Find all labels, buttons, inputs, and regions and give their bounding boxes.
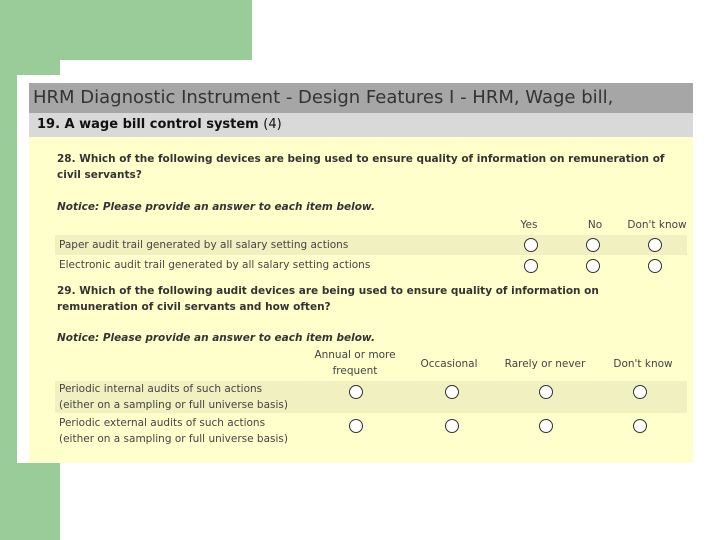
- q29-internal-annual-radio[interactable]: [349, 385, 363, 399]
- q28-row-paper-audit: [55, 235, 687, 255]
- q29-internal-occasional-radio[interactable]: [445, 385, 459, 399]
- q28-column-no: No: [587, 219, 603, 231]
- q29-external-annual-radio[interactable]: [349, 419, 363, 433]
- q29-external-occasional-radio[interactable]: [445, 419, 459, 433]
- q29-column-occasional: Occasional: [420, 358, 478, 370]
- q28-row-label: Electronic audit trail generated by all salary setting actions: [59, 259, 371, 271]
- green-top-band: [0, 0, 252, 60]
- section-header: [29, 113, 693, 137]
- question-28-notice: Notice: Please provide an answer to each item below.: [57, 201, 375, 213]
- q29-row-label: Periodic internal audits of such actions (either on a sampling or full universe basis): [59, 383, 288, 411]
- q28-electronic-yes-radio[interactable]: [524, 259, 538, 273]
- q29-row-label: Periodic external audits of such actions (either on a sampling or full universe basis): [59, 417, 288, 445]
- q28-paper-yes-radio[interactable]: [524, 238, 538, 252]
- q28-column-yes: Yes: [520, 219, 538, 231]
- window-title: HRM Diagnostic Instrument - Design Features I - HRM, Wage bill,: [29, 83, 693, 113]
- q29-internal-rarely-radio[interactable]: [539, 385, 553, 399]
- q28-row-electronic-audit: [55, 255, 687, 275]
- q29-internal-dont-know-radio[interactable]: [633, 385, 647, 399]
- q29-column-annual: Annual or more frequent: [314, 349, 396, 377]
- q29-external-dont-know-radio[interactable]: [633, 419, 647, 433]
- q28-paper-no-radio[interactable]: [586, 238, 600, 252]
- question-29-notice: Notice: Please provide an answer to each item below.: [57, 332, 375, 344]
- q28-row-label: Paper audit trail generated by all salary setting actions: [59, 239, 349, 251]
- q29-column-rarely: Rarely or never: [504, 358, 586, 370]
- q29-row-external-audits: [55, 415, 687, 447]
- question-29-text: 29. Which of the following audit devices are being used to ensure quality of information on remuneration of civil servants and how often?: [57, 285, 599, 313]
- q28-electronic-dont-know-radio[interactable]: [648, 259, 662, 273]
- q29-row-internal-audits: [55, 381, 687, 413]
- q28-column-dont-know: Don't know: [627, 219, 687, 231]
- section-title: 19. A wage bill control system: [37, 117, 259, 132]
- question-28-text: 28. Which of the following devices are being used to ensure quality of information on remuneration of civil servants?: [57, 153, 665, 181]
- q28-electronic-no-radio[interactable]: [586, 259, 600, 273]
- q29-column-dont-know: Don't know: [613, 358, 673, 370]
- section-count: (4): [263, 117, 282, 132]
- survey-content: [29, 137, 693, 463]
- q29-external-rarely-radio[interactable]: [539, 419, 553, 433]
- q28-paper-dont-know-radio[interactable]: [648, 238, 662, 252]
- screenshot-frame: [17, 75, 693, 463]
